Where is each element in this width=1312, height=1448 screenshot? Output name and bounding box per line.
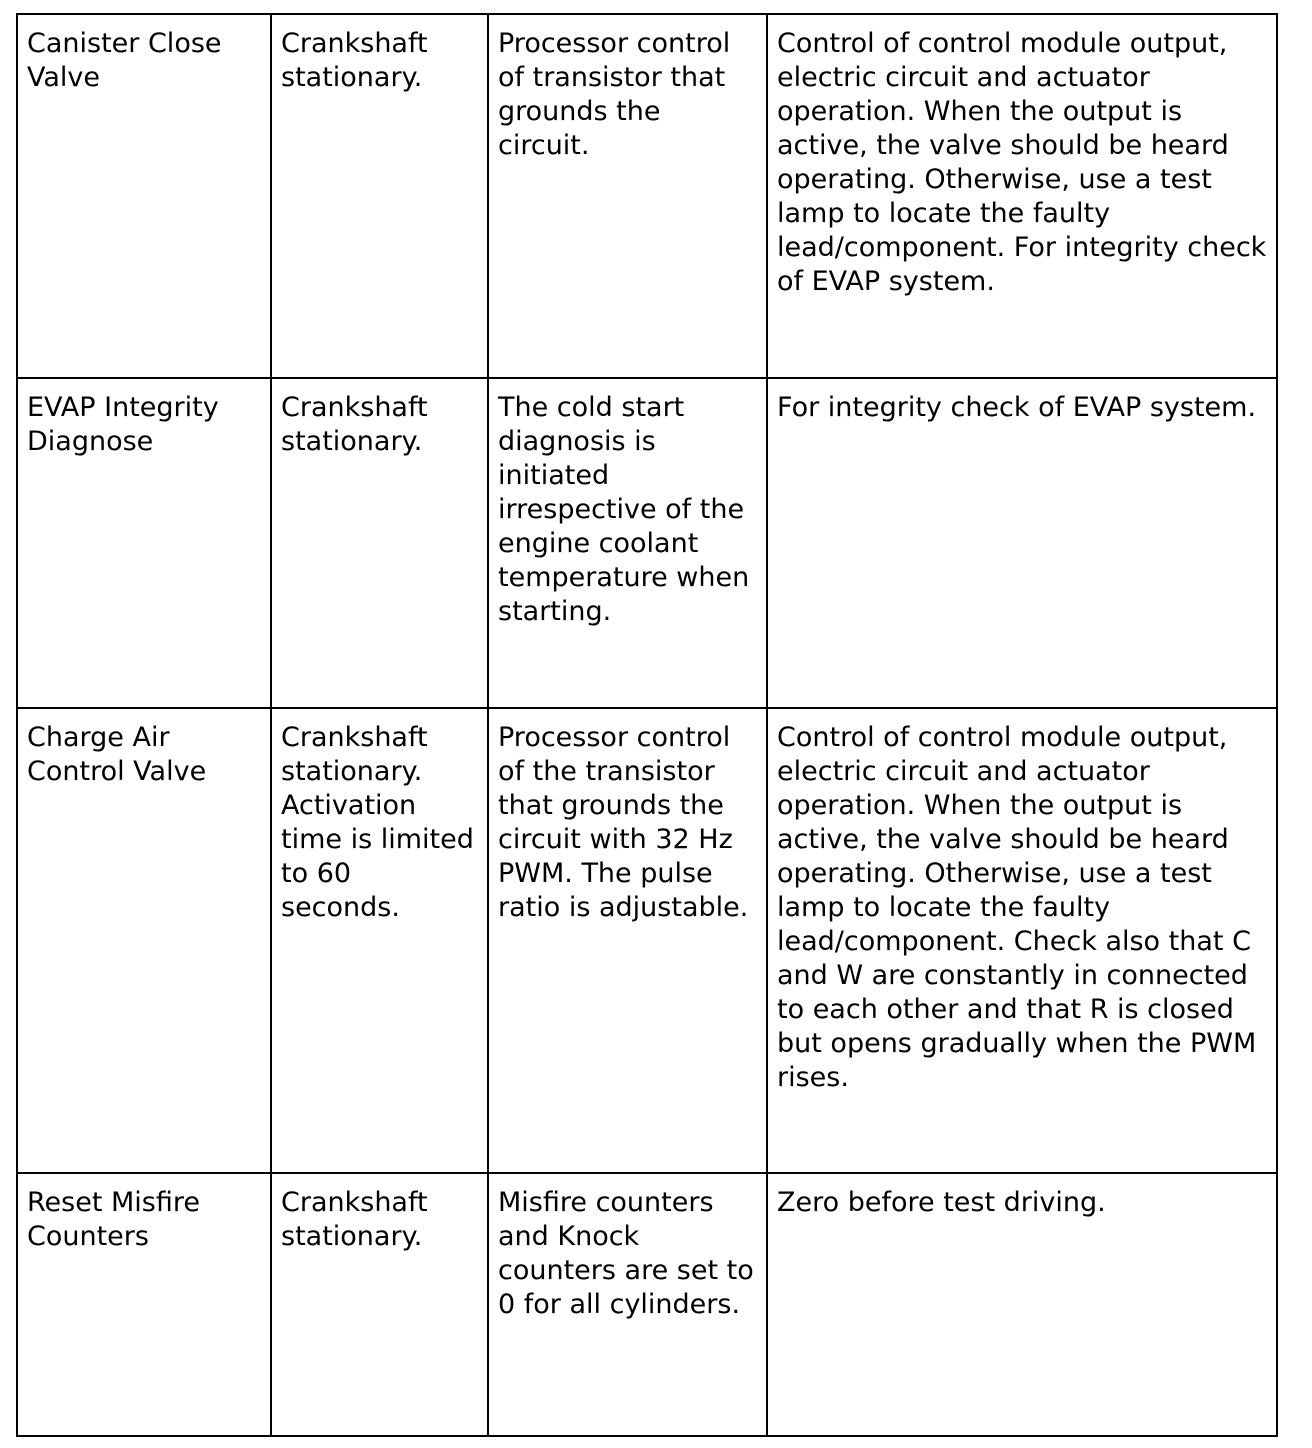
function-cell [488,14,767,378]
test-condition: Crankshaft stationary. [281,28,428,93]
test-check-description: For integrity check of EVAP system. [777,392,1257,423]
test-condition: Crankshaft stationary. Activation time is limited to 60 seconds. [281,722,474,923]
component-name-cell [17,708,271,1173]
function-cell [488,1173,767,1436]
function-cell [488,708,767,1173]
test-function: Processor control of the transistor that grounds the circuit with 32 Hz PWM. The pulse ratio is adjustable. [498,722,749,923]
check-cell [767,14,1277,378]
table-row [17,14,1277,378]
condition-cell [271,1173,488,1436]
actuator-test-table [16,13,1278,1437]
test-condition: Crankshaft stationary. [281,1187,428,1252]
condition-cell [271,14,488,378]
component-name: Canister Close Valve [27,28,222,93]
test-function: Processor control of transistor that grounds the circuit. [498,28,731,161]
component-name-cell [17,14,271,378]
component-name: EVAP Integrity Diagnose [27,392,219,457]
check-cell [767,378,1277,708]
check-cell [767,708,1277,1173]
condition-cell [271,378,488,708]
check-cell [767,1173,1277,1436]
test-check-description: Zero before test driving. [777,1187,1106,1218]
test-function: Misfire counters and Knock counters are set to 0 for all cylinders. [498,1187,754,1320]
component-name: Charge Air Control Valve [27,722,207,787]
table-row [17,708,1277,1173]
test-function: The cold start diagnosis is initiated irrespective of the engine coolant temperature when starting. [498,392,750,627]
component-name-cell [17,378,271,708]
table-row [17,378,1277,708]
table-row [17,1173,1277,1436]
test-check-description: Control of control module output, electric circuit and actuator operation. When the output is active, the valve should be heard operating. Otherwise, use a test lamp to locate the faulty lead/component. Check also that C and W are constantly in connected to each other and that R is closed but opens gradually when the PWM rises. [777,722,1257,1093]
component-name-cell [17,1173,271,1436]
test-check-description: Control of control module output, electric circuit and actuator operation. When the output is active, the valve should be heard operating. Otherwise, use a test lamp to locate the faulty lead/component. For integrity check of EVAP system. [777,28,1267,297]
function-cell [488,378,767,708]
component-name: Reset Misfire Counters [27,1187,200,1252]
test-condition: Crankshaft stationary. [281,392,428,457]
condition-cell [271,708,488,1173]
